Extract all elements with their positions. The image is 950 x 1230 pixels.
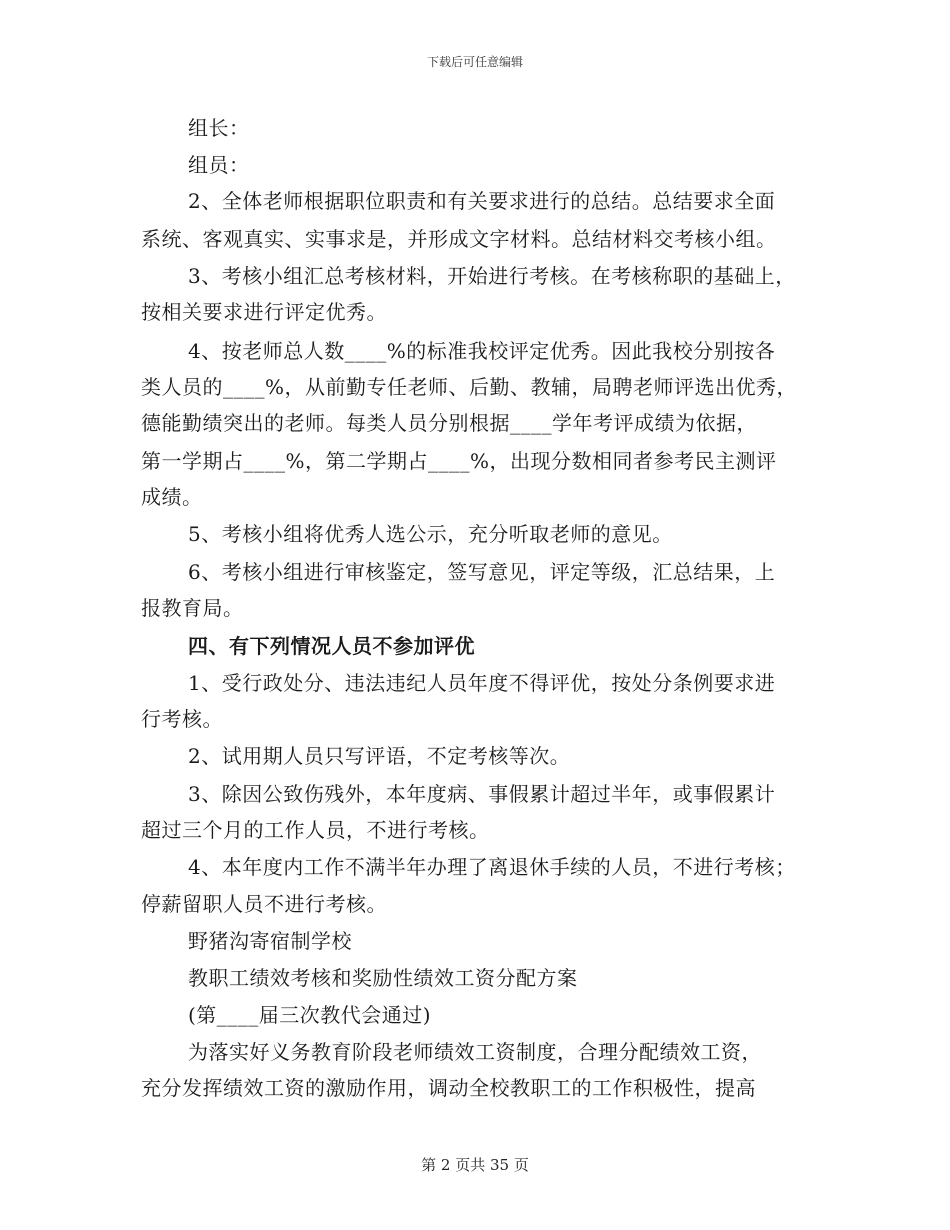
text-line: 4、按老师总人数____%的标准我校评定优秀。因此我校分别按各 <box>188 339 776 363</box>
text-line: 充分发挥绩效工资的激励作用，调动全校教职工的工作积极性，提高 <box>141 1076 756 1100</box>
plan-title: 教职工绩效考核和奖励性绩效工资分配方案 <box>188 966 578 990</box>
text-line: 第一学期占____%，第二学期占____%，出现分数相同者参考民主测评 <box>141 449 777 473</box>
text-line: 按相关要求进行评定优秀。 <box>141 300 387 324</box>
text-line: 为落实好义务教育阶段老师绩效工资制度，合理分配绩效工资， <box>188 1040 762 1064</box>
text-line: 组员： <box>188 153 250 177</box>
text-line: 德能勤绩突出的老师。每类人员分别根据____学年考评成绩为依据， <box>141 411 757 435</box>
text-line: 停薪留职人员不进行考核。 <box>141 892 387 916</box>
text-line: 类人员的____%，从前勤专任老师、后勤、教辅，局聘老师评选出优秀， <box>141 375 798 399</box>
text-line: 成绩。 <box>141 485 203 509</box>
text-line: 3、除因公致伤残外，本年度病、事假累计超过半年，或事假累计 <box>188 782 776 806</box>
plan-subtitle: (第____届三次教代会通过) <box>188 1003 432 1027</box>
text-line: 1、受行政处分、违法违纪人员年度不得评优，按处分条例要求进 <box>188 671 776 695</box>
section-heading: 四、有下列情况人员不参加评优 <box>188 634 475 658</box>
text-line: 3、考核小组汇总考核材料，开始进行考核。在考核称职的基础上， <box>188 264 796 288</box>
page-footer: 第 2 页共 35 页 <box>421 1156 529 1174</box>
school-name: 野猪沟寄宿制学校 <box>188 929 352 953</box>
text-line: 2、全体老师根据职位职责和有关要求进行的总结。总结要求全面 <box>188 189 776 213</box>
text-line: 2、试用期人员只写评语，不定考核等次。 <box>188 744 571 768</box>
page-header: 下载后可任意编辑 <box>426 55 523 69</box>
text-line: 组长： <box>188 116 250 140</box>
text-line: 报教育局。 <box>141 596 244 620</box>
text-line: 超过三个月的工作人员，不进行考核。 <box>141 818 490 842</box>
text-line: 系统、客观真实、实事求是，并形成文字材料。总结材料交考核小组。 <box>141 227 777 251</box>
text-line: 5、考核小组将优秀人选公示，充分听取老师的意见。 <box>188 522 673 546</box>
text-line: 6、考核小组进行审核鉴定，签写意见，评定等级，汇总结果，上 <box>188 560 776 584</box>
text-line: 行考核。 <box>141 707 223 731</box>
text-line: 4、本年度内工作不满半年办理了离退休手续的人员，不进行考核； <box>188 855 796 879</box>
